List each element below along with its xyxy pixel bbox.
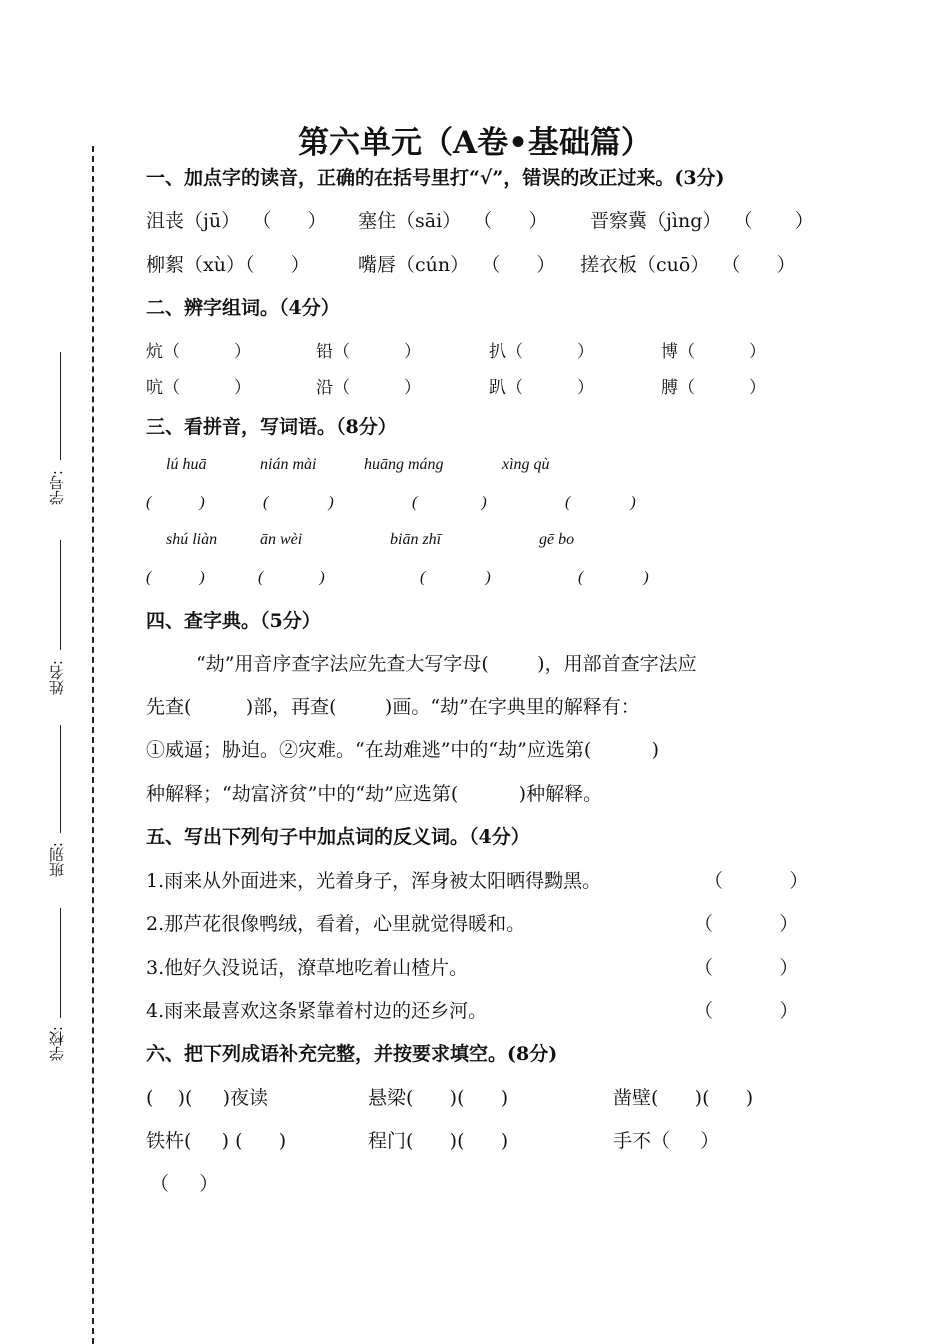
s4-line: ①威逼；胁迫。②灾难。“在劫难逃”中的“劫”应选第( ) [146, 739, 660, 761]
xingming-label: 姓名: [48, 660, 66, 696]
pinyin: huāng máng [364, 456, 444, 473]
page-title: 第六单元（A卷•基础篇） [298, 125, 652, 161]
s6-item: 手不（ ） [613, 1130, 720, 1152]
answer-blank[interactable]: ( ) [258, 569, 325, 586]
pinyin: xìng qù [502, 456, 550, 473]
pinyin: shú liàn [166, 531, 218, 548]
answer-blank[interactable]: （ ） [694, 957, 799, 979]
s6-item: （ ） [150, 1173, 219, 1195]
s4-line: “劫”用音序查字法应先查大写字母( )，用部首查字法应 [196, 653, 697, 675]
banbie-line [60, 725, 61, 833]
s1-item: 晋察冀（jìng） （ ） [590, 210, 814, 232]
s2-item: 膊（ ） [661, 378, 767, 398]
pinyin: gē bo [539, 531, 575, 548]
s2-item: 铅（ ） [316, 342, 422, 362]
answer-blank[interactable]: ( ) [146, 569, 205, 586]
s6-item: 铁杵( ) ( ) [146, 1130, 287, 1152]
banbie-label: 班别: [48, 842, 66, 878]
section2-heading: 二、辨字组词。（4分） [146, 297, 340, 319]
answer-blank[interactable]: ( ) [263, 494, 334, 511]
answer-blank[interactable]: （ ） [704, 870, 809, 892]
pinyin: ān wèi [260, 531, 303, 548]
s5-sentence: 2.那芦花很像鸭绒，看着，心里就觉得暖和。 [146, 913, 526, 935]
xingming-line [60, 540, 61, 650]
pinyin: biān zhī [390, 531, 442, 548]
s1-item: 嘴唇（cún） （ ） [358, 254, 556, 276]
xuehao-line [60, 352, 61, 460]
answer-blank[interactable]: ( ) [578, 569, 649, 586]
section3-heading: 三、看拼音，写词语。（8分） [146, 416, 397, 438]
section4-heading: 四、查字典。（5分） [146, 610, 321, 632]
section6-heading: 六、把下列成语补充完整，并按要求填空。(8分) [146, 1043, 558, 1065]
s2-item: 趴（ ） [489, 378, 595, 398]
answer-blank[interactable]: （ ） [694, 913, 799, 935]
binding-dashed-line [92, 146, 94, 1344]
xuexiao-label: 学校: [48, 1026, 66, 1062]
s1-item: 塞住（sāi） （ ） [358, 210, 548, 232]
s4-line: 先查( )部，再查( )画。“劫”在字典里的解释有： [146, 696, 640, 718]
s6-item: 悬梁( )( ) [368, 1087, 509, 1109]
xuehao-label: 学号: [48, 470, 66, 506]
s1-item: 搓衣板（cuō） （ ） [580, 254, 796, 276]
s5-sentence: 1.雨来从外面进来，光着身子，浑身被太阳晒得黝黑。 [146, 870, 602, 892]
pinyin: nián mài [260, 456, 317, 473]
s5-sentence: 3.他好久没说话，潦草地吃着山楂片。 [146, 957, 469, 979]
s2-item: 扒（ ） [489, 342, 595, 362]
s6-item: 程门( )( ) [368, 1130, 509, 1152]
s5-sentence: 4.雨来最喜欢这条紧靠着村边的还乡河。 [146, 1000, 488, 1022]
s1-item: 柳絮（xù）（ ） [146, 254, 310, 276]
answer-blank[interactable]: ( ) [412, 494, 487, 511]
answer-blank[interactable]: ( ) [420, 569, 491, 586]
s4-line: 种解释；“劫富济贫”中的“劫”应选第( )种解释。 [146, 783, 603, 805]
answer-blank[interactable]: ( ) [565, 494, 636, 511]
section5-heading: 五、写出下列句子中加点词的反义词。（4分） [146, 826, 530, 848]
s6-item: ( )( )夜读 [146, 1087, 269, 1109]
s1-item: 沮丧（jū） （ ） [146, 210, 327, 232]
section1-heading: 一、加点字的读音，正确的在括号里打“√”，错误的改正过来。(3分) [146, 167, 725, 189]
s2-item: 吭（ ） [146, 378, 252, 398]
answer-blank[interactable]: （ ） [694, 1000, 799, 1022]
s6-item: 凿壁( )( ) [613, 1087, 754, 1109]
answer-blank[interactable]: ( ) [146, 494, 205, 511]
s2-item: 博（ ） [661, 342, 767, 362]
s2-item: 沿（ ） [316, 378, 422, 398]
pinyin: lú huā [166, 456, 207, 473]
s2-item: 炕（ ） [146, 342, 252, 362]
xuexiao-line [60, 908, 61, 1018]
